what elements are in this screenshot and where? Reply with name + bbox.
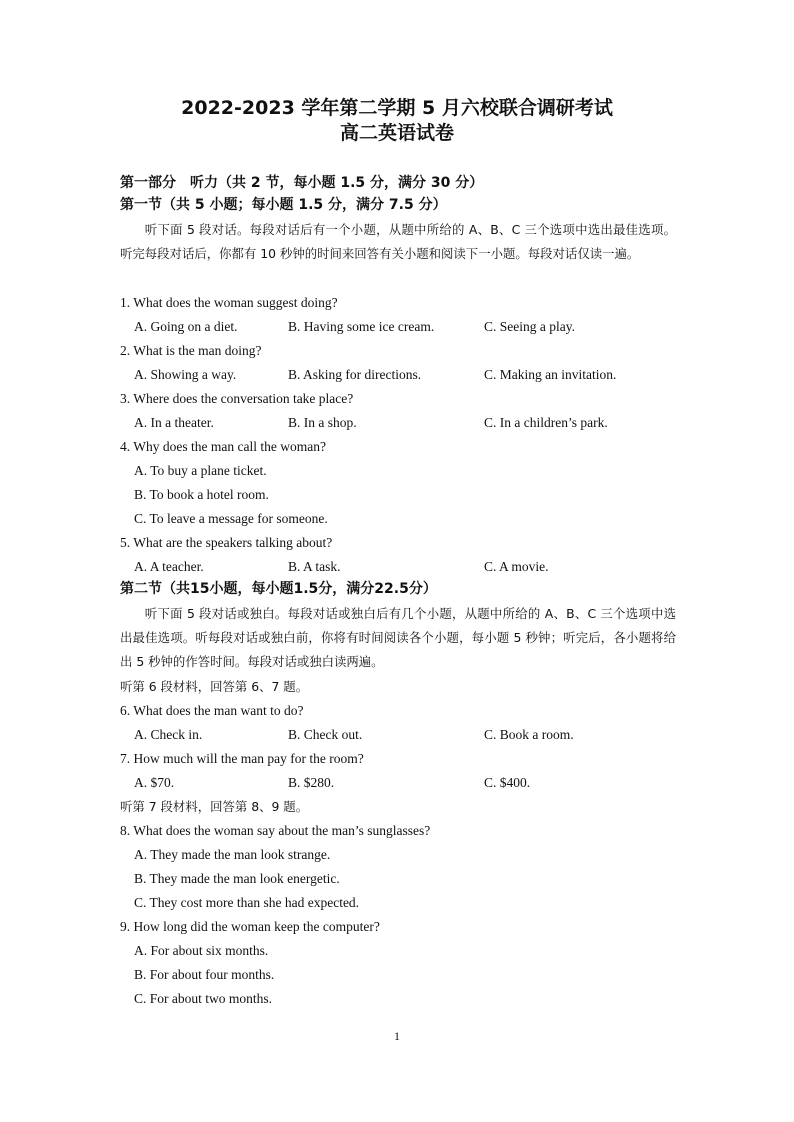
q9-option-a: A. For about six months. [134, 943, 269, 958]
q4-option-a: A. To buy a plane ticket. [134, 463, 267, 478]
q2-option-c: C. Making an invitation. [484, 367, 617, 382]
q7-option-a: A. $70. [134, 775, 175, 790]
q9-option-c: C. For about two months. [134, 991, 273, 1006]
q2-option-a: A. Showing a way. [134, 367, 237, 382]
section1-instructions: 听下面 5 段对话。每段对话后有一个小题，从题中所给的 A、B、C 三个选项中选出最佳选项。听完每段对话后，你都有 10 秒钟的时间来回答有关小题和阅读下一小题。每段对话仅读一遍。 [120, 222, 676, 261]
part1-heading: 第一部分 听力（共 2 节，每小题 1.5 分，满分 30 分） [120, 175, 484, 191]
q1-option-c: C. Seeing a play. [484, 319, 575, 334]
q8-option-a: A. They made the man look strange. [134, 847, 331, 862]
question-9: 9. How long did the woman keep the computer? [120, 919, 380, 934]
question-2: 2. What is the man doing? [120, 343, 262, 358]
q4-option-c: C. To leave a message for someone. [134, 511, 328, 526]
q1-option-a: A. Going on a diet. [134, 319, 238, 334]
q7-option-b: B. $280. [288, 775, 335, 790]
question-5: 5. What are the speakers talking about? [120, 535, 333, 550]
section2-heading: 第二节（共15小题，每小题1.5分，满分22.5分） [120, 581, 437, 597]
note-material-7: 听第 7 段材料，回答第 8、9 题。 [120, 799, 309, 814]
q6-option-a: A. Check in. [134, 727, 203, 742]
question-4: 4. Why does the man call the woman? [120, 439, 326, 454]
q1-option-b: B. Having some ice cream. [288, 319, 435, 334]
q9-option-b: B. For about four months. [134, 967, 275, 982]
page-number: 1 [394, 1029, 400, 1043]
section2-instructions: 听下面 5 段对话或独白。每段对话或独白后有几个小题，从题中所给的 A、B、C 三个选项中选出最佳选项。听每段对话或独白前，你将有时间阅读各个小题，每小题 5 秒钟；听完后，各小题将给出 5 秒钟的作答时间。每段对话或独白读两遍。 [120, 606, 676, 669]
question-6: 6. What does the man want to do? [120, 703, 304, 718]
exam-subtitle: 高二英语试卷 [339, 122, 454, 144]
q5-option-b: B. A task. [288, 559, 341, 574]
question-8: 8. What does the woman say about the man’s sunglasses? [120, 823, 431, 838]
q8-option-b: B. They made the man look energetic. [134, 871, 340, 886]
question-7: 7. How much will the man pay for the room? [120, 751, 364, 766]
q5-option-a: A. A teacher. [134, 559, 204, 574]
question-1: 1. What does the woman suggest doing? [120, 295, 338, 310]
question-3: 3. Where does the conversation take place? [120, 391, 354, 406]
q8-option-c: C. They cost more than she had expected. [134, 895, 360, 910]
section1-heading: 第一节（共 5 小题；每小题 1.5 分，满分 7.5 分） [120, 197, 447, 213]
q3-option-a: A. In a theater. [134, 415, 214, 430]
q6-option-c: C. Book a room. [484, 727, 574, 742]
q6-option-b: B. Check out. [288, 727, 363, 742]
q7-option-c: C. $400. [484, 775, 531, 790]
q3-option-c: C. In a children’s park. [484, 415, 608, 430]
q5-option-c: C. A movie. [484, 559, 549, 574]
q2-option-b: B. Asking for directions. [288, 367, 422, 382]
q3-option-b: B. In a shop. [288, 415, 357, 430]
exam-title: 2022-2023 学年第二学期 5 月六校联合调研考试 [181, 97, 613, 119]
note-material-6: 听第 6 段材料，回答第 6、7 题。 [120, 679, 309, 694]
q4-option-b: B. To book a hotel room. [134, 487, 269, 502]
